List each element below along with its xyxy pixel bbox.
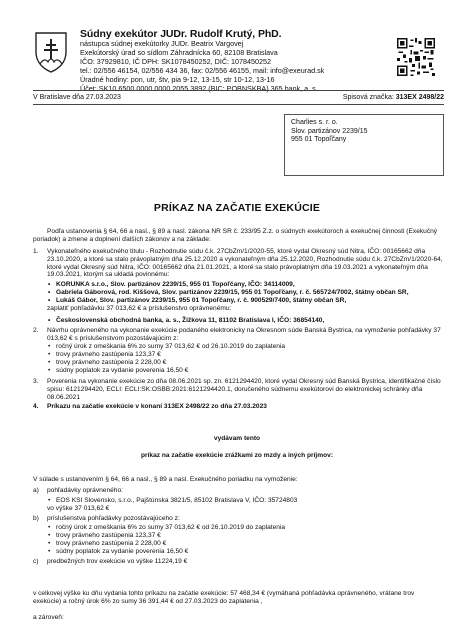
file-reference-number: 313EX 2498/22	[395, 94, 444, 101]
file-reference	[343, 94, 444, 101]
debtor-item: • Lukáš Gábor, Slov. partizánov 2239/15, 955 01 Topoľčany, r. č. 900529/7400, štátny občan SR,	[56, 297, 444, 305]
item-number: 2.	[33, 327, 39, 334]
payment-note: zaplatiť pohľadávku 37 013,62 € a príslušenstvo oprávnenému:	[47, 305, 232, 312]
accessory-item: • ročný úrok z omeškania 6% zo sumy 37 013,62 € od 26.10.2019 do zaplatenia	[56, 524, 444, 532]
qr-code-icon	[397, 38, 435, 76]
file-reference-label: Spisová značka:	[342, 94, 396, 101]
accessory-item: • trovy právneho zastúpenia 123,37 €	[56, 532, 444, 540]
issues-statement: vydávam tento	[213, 435, 261, 442]
item-number: 1.	[33, 248, 39, 255]
principal-amount: vo výške 37 013,62 €	[47, 505, 110, 512]
header-line: Účet: SK10 6500 0000 0000 2055 3892 (BIC: POBNSKBA) 365.bank, a. s.	[80, 83, 318, 93]
accessory-item: • súdny poplatok za vydanie poverenia 16,50 €	[56, 548, 444, 556]
header-line: Exekútorský úrad so sídlom Záhradnícka 60, 82108 Bratislava	[80, 47, 278, 57]
claim-item: • ročný úrok z omeškania 6% zo sumy 37 013,62 € od 26.10.2019 do zaplatenia	[56, 343, 444, 351]
executor-name: Súdny exekútor JUDr. Rudolf Krutý, PhD.	[80, 28, 282, 40]
closing-continuation: a zároveň:	[33, 614, 64, 621]
basis-item-2: Návrhu oprávneného na vykonanie exekúcie podaného elektronicky na Okresnom súde Banská Bystrica, na vymoženie pohľadávky 37 013,62 € s príslušenstvom pozostávajúcim z:	[47, 327, 441, 342]
document-title: PRÍKAZ NA ZAČATIE EXEKÚCIE	[153, 202, 321, 214]
basis-item-3: Poverenia na vykonanie exekúcie zo dňa 08.06.2021 sp. zn. 6121294420, ktoré vydal Okresný súd Banská Bystrica, identifikačné číslo spisu: 6121294420, ECLI: ECLI:SK:OSBB:2021:6121294420.1, doručeného súdnemu exekútorovi do elektronickej schránky dňa 08.06.2021	[47, 378, 441, 401]
basis-item-1: Vykonateľného exekučného titulu - Rozhodnutie súdu č.k. 27CbZm/1/2020-55, ktoré vydal Okresný súd Nitra, IČO: 00165662 dňa 23.10.2020, a ktoré sa stalo právoplatným dňa 25.12.2020 a vykonateľným dňa 25.12.2020, Rozhodnutie súdu č.k. 27CbZm/1/2020-64, ktoré vydal Okresný súd Nitra, IČO: 00165662 dňa 21.01.2021, a ktoré sa stalo právoplatným dňa 19.03.2021 a vykonateľným dňa 19.03.2021, ktorým sa ukladá povinnému:	[47, 248, 443, 279]
debtor-item: • KORUNKA s.r.o., Slov. partizánov 2239/15, 955 01 Topoľčany, IČO: 34114009,	[56, 281, 444, 289]
office-header	[80, 28, 380, 93]
item-letter: b)	[33, 515, 39, 522]
item-number: 3.	[33, 378, 39, 385]
address-line: Charlies s. r. o.	[291, 119, 338, 126]
item-number: 4.	[33, 403, 39, 410]
header-line: Úradné hodiny: pon, utr, štv, pia 9-12, 13-15, str 10-12, 13-16	[80, 74, 275, 84]
accessories-label: príslušenstva pohľadávky pozostávajúceho z:	[47, 515, 180, 522]
closing-total: v celkovej výške ku dňu vydania tohto príkazu na začatie exekúcie: 57 468,34 € (vymáhaná pohľadávka oprávneného, vrátane trov exekúcie) a ročný úrok 6% zo sumy 36 391,44 € od 27.03.2023 do zaplatenia ,	[33, 590, 415, 605]
header-divider	[33, 90, 444, 91]
issue-date: V Bratislave dňa 27.03.2023	[33, 94, 121, 101]
order-subtitle: príkaz na začatie exekúcie zrážkami zo mzdy a iných príjmov:	[140, 452, 334, 459]
claim-item: • súdny poplatok za vydanie poverenia 16,50 €	[56, 367, 444, 375]
creditor-item: • Československá obchodná banka, a. s., Žižkova 11, 81102 Bratislava I, IČO: 36854140,	[56, 317, 444, 325]
debtor-item: • Gabriela Gáborová, rod. Kiššová, Slov. partizánov 2239/15, 955 01 Topoľčany, r. č. 565724/7002, štátny občan SR,	[56, 289, 444, 297]
header-line: IČO: 37929810, IČ DPH: SK1078450252, DIČ: 1078450252	[80, 56, 271, 66]
basis-item-4: Príkazu na začatie exekúcie v konaní 313EX 2498/22 zo dňa 27.03.2023	[47, 403, 267, 410]
creditor-item: • EOS KSI Slovensko, s.r.o., Pajštúnska 3821/5, 85102 Bratislava V, IČO: 35724803	[56, 497, 444, 505]
accessory-item: • trovy právneho zastúpenia 2 228,00 €	[56, 540, 444, 548]
claim-item: • trovy právneho zastúpenia 123,37 €	[56, 351, 444, 359]
claim-principal-label: pohľadávky oprávneného:	[47, 487, 123, 494]
item-letter: a)	[33, 487, 39, 494]
subheader-divider	[33, 104, 444, 105]
intro-paragraph: Podľa ustanovenia § 64, 66 a nasl., § 89 a nasl. zákona NR SR č. 233/95 Z.z. o súdnych exekútoroch a exekučnej činnosti (Exekučný poriadok) a zmene a doplnení ďalších zákonov a na základe:	[33, 228, 438, 243]
advance-costs: predbežných trov exekúcie vo výške 11224,19 €	[47, 558, 188, 565]
coat-of-arms-icon	[33, 30, 69, 74]
recipient-address-box	[284, 114, 444, 176]
header-line: nástupca súdnej exekútorky JUDr. Beatrix Vargovej	[80, 39, 244, 48]
header-line: tel.: 02/556 46154, 02/556 434 36, fax: 02/556 46155, mail: info@exeurad.sk	[80, 65, 325, 75]
lower-intro: V súlade s ustanovením § 64, 66 a nasl., § 89 a nasl. Exekučného poriadku na vymoženie:	[33, 476, 298, 483]
address-line: Slov. partizánov 2239/15	[291, 127, 368, 135]
address-line: 955 01 Topoľčany	[291, 136, 347, 144]
claim-item: • trovy právneho zastúpenia 2 228,00 €	[56, 359, 444, 367]
item-letter: c)	[33, 558, 39, 565]
